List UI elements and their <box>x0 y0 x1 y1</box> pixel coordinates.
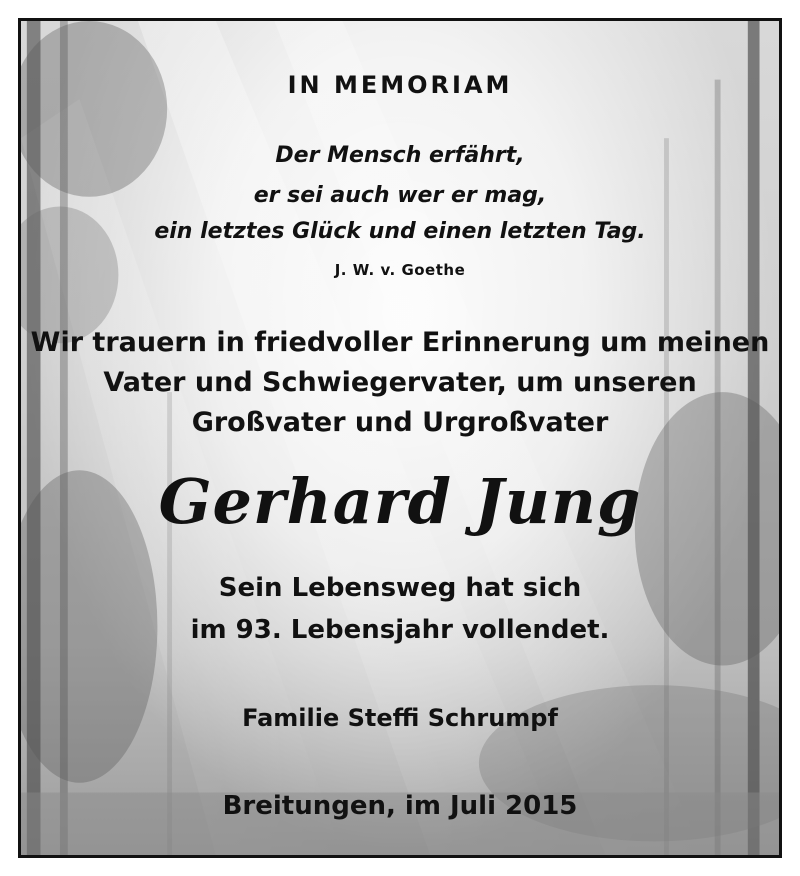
heading: IN MEMORIAM <box>287 71 513 99</box>
family-signature: Familie Steffi Schrumpf <box>242 704 558 732</box>
quote-line: ein letztes Glück und einen letzten Tag. <box>154 219 646 244</box>
intro-line: Großvater und Urgroßvater <box>191 407 609 438</box>
body-line: im 93. Lebensjahr vollendet. <box>190 615 610 645</box>
place-date: Breitungen, im Juli 2015 <box>222 791 578 821</box>
quote-line: er sei auch wer er mag, <box>253 183 547 208</box>
body-line: Sein Lebensweg hat sich <box>218 573 582 603</box>
notice-content <box>21 21 779 855</box>
intro-line: Vater und Schwiegervater, um unseren <box>103 367 697 398</box>
quote-line: Der Mensch erfährt, <box>275 143 525 168</box>
photo-frame <box>18 18 782 858</box>
deceased-name: Gerhard Jung <box>158 465 642 538</box>
quote-author: J. W. v. Goethe <box>334 261 466 279</box>
intro-line: Wir trauern in friedvoller Erinnerung um meinen <box>30 327 770 358</box>
